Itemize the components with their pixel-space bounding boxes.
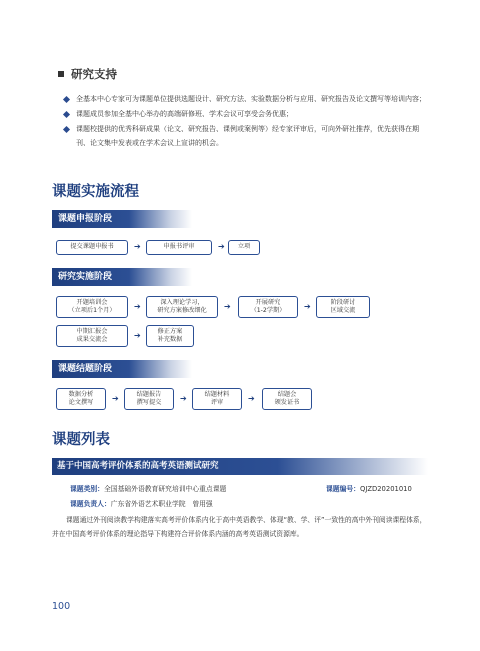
flow-step-text: 提交课题申报书	[70, 243, 114, 251]
support-item-text: 课题校提供的优秀科研成果（论文、研究报告、课例或案例等）经专家评审后，可向外研社推荐，优先获得在期刊、论文集中发表或在学术会议上宣讲的机会。	[76, 125, 419, 147]
stage-implementation-label: 研究实施阶段	[52, 268, 192, 286]
flow-step-text: 立项	[237, 243, 251, 251]
flow-step	[56, 240, 128, 255]
flow-step	[146, 240, 212, 255]
arrow-right-icon: ➔	[248, 394, 255, 403]
flow-step-text: 结题报告	[136, 390, 162, 398]
flow-step	[238, 296, 298, 318]
flow-step-text: 数据分析	[68, 390, 94, 398]
flow-step	[56, 388, 106, 410]
flow-step-text: 中期汇报会	[76, 327, 108, 335]
support-list	[62, 92, 432, 151]
flow-step-subtext: 评审	[210, 399, 224, 406]
project-category-key: 课题类别：	[70, 485, 104, 493]
square-bullet-icon	[58, 71, 64, 77]
project-category	[70, 484, 226, 494]
flow-step	[124, 388, 174, 410]
support-item	[62, 122, 432, 150]
flow-step-text: 结题材料	[204, 390, 230, 398]
page-number: 100	[52, 601, 71, 612]
project-code-value: QJZD20201010	[359, 485, 412, 493]
flow-step-text: 开展研究	[255, 298, 281, 306]
stage-completion-label: 课题结题阶段	[52, 360, 192, 378]
flow-step	[228, 240, 260, 255]
project-category-value: 全国基础外语教育研究培训中心重点课题	[103, 485, 227, 493]
flow-step-subtext: 成果交流会	[76, 336, 108, 343]
flow-step-text: 阶段研讨	[330, 298, 356, 306]
flow-step-text: 申报书评审	[163, 243, 195, 251]
process-title: 课题实施流程	[52, 184, 139, 200]
flow-step-subtext: （立项后1个月）	[68, 307, 116, 314]
flow-step-subtext: 论文撰写	[68, 399, 94, 406]
diamond-bullet-icon	[63, 126, 70, 133]
support-item	[62, 107, 432, 121]
flow-step	[146, 296, 218, 318]
flow-step-text: 结题会	[277, 390, 297, 398]
flow-step	[262, 388, 312, 410]
arrow-right-icon: ➔	[134, 242, 141, 251]
flow-step	[192, 388, 242, 410]
arrow-right-icon: ➔	[218, 242, 225, 251]
support-item	[62, 92, 432, 106]
arrow-right-icon: ➔	[134, 302, 141, 311]
flow-step-subtext: 撰写提交	[136, 399, 162, 406]
flow-step-subtext: 颁发证书	[274, 399, 300, 406]
project-leader-key: 课题负责人：	[70, 500, 111, 508]
stage-declaration-label: 课题申报阶段	[52, 210, 192, 228]
arrow-right-icon: ➔	[134, 331, 141, 340]
flow-step-subtext: 区域交流	[330, 307, 356, 314]
flow-step-text: 修正方案	[157, 327, 183, 335]
arrow-right-icon: ➔	[180, 394, 187, 403]
flow-step-text: 开题培训会	[76, 298, 108, 306]
support-title: 研究支持	[71, 67, 117, 81]
diamond-bullet-icon	[63, 111, 70, 118]
project-name-bar: 基于中国高考评价体系的高考英语测试研究	[52, 458, 428, 475]
arrow-right-icon: ➔	[304, 302, 311, 311]
project-code	[326, 484, 412, 494]
project-leader	[70, 499, 213, 509]
project-code-key: 课题编号：	[326, 485, 360, 493]
support-heading	[58, 66, 117, 82]
support-item-text: 全基本中心专家可为课题单位提供选题设计、研究方法、实验数据分析与应用、研究报告及论文撰写等培训内容；	[76, 95, 426, 103]
arrow-right-icon: ➔	[224, 302, 231, 311]
flow-step	[316, 296, 370, 318]
flow-step-subtext: （1-2学期）	[250, 307, 286, 314]
diamond-bullet-icon	[63, 96, 70, 103]
flow-step	[56, 325, 128, 347]
arrow-right-icon: ➔	[112, 394, 119, 403]
project-leader-value: 广东省外语艺术职业学院 曾用强	[110, 500, 213, 508]
flow-step	[56, 296, 128, 318]
projects-title: 课题列表	[52, 432, 110, 448]
flow-step-text: 深入理论学习，	[160, 298, 204, 306]
flow-step-subtext: 补充数据	[157, 336, 183, 343]
flow-step-subtext: 研究方案修改细化	[157, 307, 207, 314]
support-item-text: 课题成员参加全基中心举办的高端研修班、学术会议可享受会务优惠；	[76, 110, 293, 118]
project-description: 课题通过外刊阅读教学构建落实高考评价体系内化于高中英语教学、体现“教、学、评”一致性的高中外刊阅读课程体系，并在中国高考评价体系的理论指导下构建符合评价体系内涵的高考英语测试资源库。	[52, 516, 427, 538]
flow-step	[146, 325, 194, 347]
